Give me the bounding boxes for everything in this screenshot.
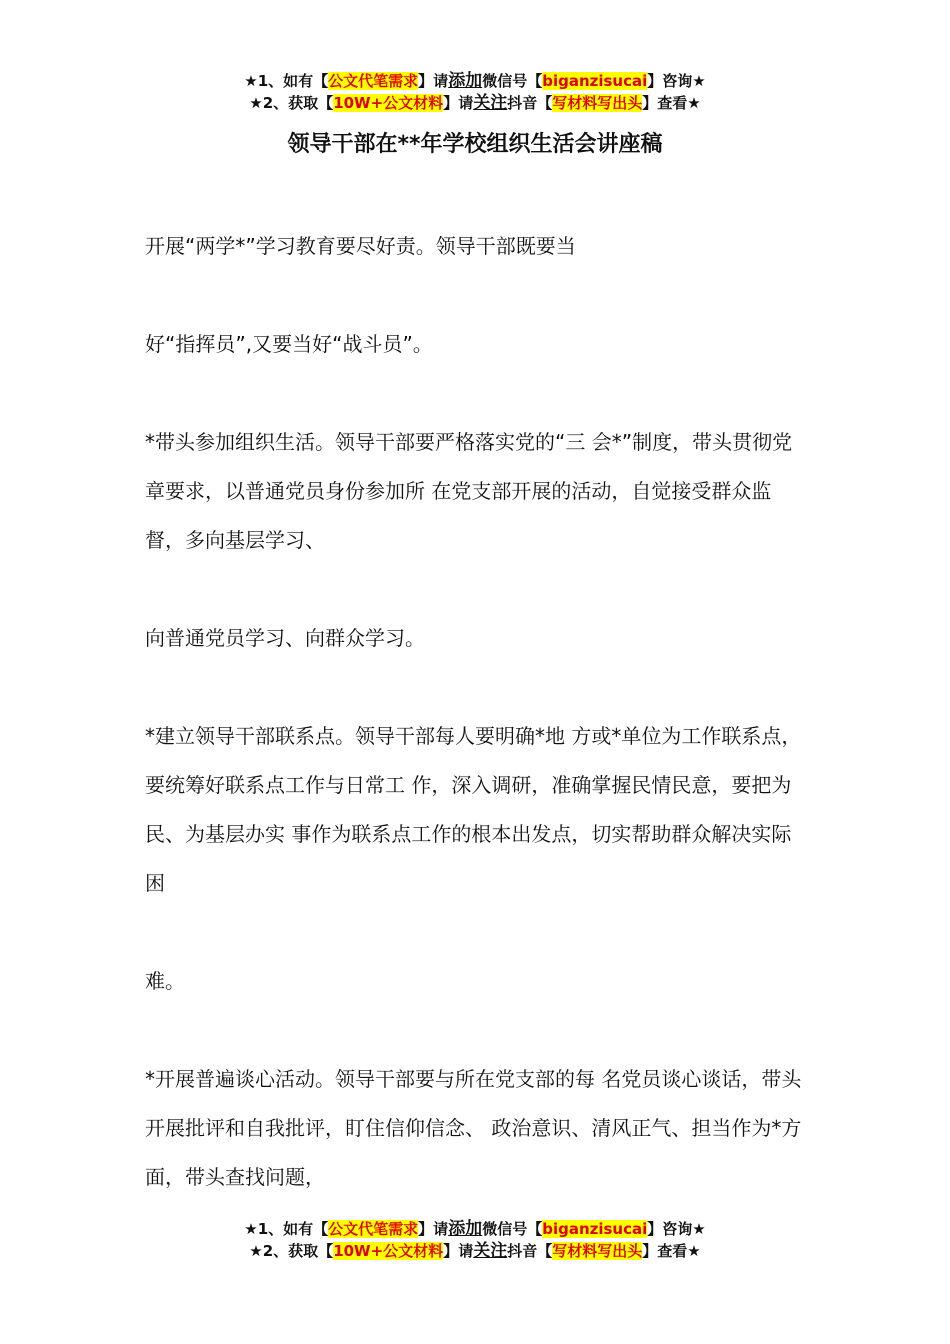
- banner-line-2: [0, 1240, 950, 1262]
- banner-highlight-douyin-id: 写材料写出头: [552, 1242, 643, 1260]
- banner-highlight-materials: 10W+公文材料: [333, 94, 444, 112]
- banner-text: 】请: [443, 94, 474, 112]
- banner-line-1: [0, 1218, 950, 1240]
- banner-highlight-douyin-id: 写材料写出头: [552, 94, 643, 112]
- paragraph: *开展普遍谈心活动。领导干部要与所在党支部的每 名党员谈心谈话，带头开展批评和自我批评，盯住信仰信念、 政治意识、清风正气、担当作为*方面，带头查找问题，: [145, 1067, 802, 1189]
- paragraph: *带头参加组织生活。领导干部要严格落实党的“三 会*”制度，带头贯彻党章要求，以普通党员身份参加所 在党支部开展的活动，自觉接受群众监督，多向基层学习、: [145, 430, 793, 552]
- banner-text: 抖音【: [507, 1242, 553, 1260]
- banner-highlight-service: 公文代笔需求: [328, 72, 419, 90]
- banner-highlight-materials: 10W+公文材料: [333, 1242, 444, 1260]
- banner-underline-add: 添加: [448, 71, 483, 91]
- banner-text: ★1、如有【: [244, 1220, 329, 1238]
- paragraph: 开展“两学*”学习教育要尽好责。领导干部既要当: [145, 234, 576, 258]
- document-title: 领导干部在**年学校组织生活会讲座稿: [287, 132, 663, 157]
- banner-text: 微信号【: [482, 1220, 543, 1238]
- banner-highlight-service: 公文代笔需求: [328, 1220, 419, 1238]
- banner-highlight-wechat-id: biganzisucai: [542, 1220, 648, 1238]
- paragraph: *建立领导干部联系点。领导干部每人要明确*地 方或*单位为工作联系点，要统筹好联系点工作与日常工 作，深入调研，准确掌握民情民意，要把为民、为基层办实 事作为联系点工作的根本出发点，切实帮助群众解决实际困: [145, 724, 802, 895]
- banner-text: 】查看★: [642, 1242, 701, 1260]
- banner-text: 】请: [418, 1220, 449, 1238]
- paragraph: 向普通党员学习、向群众学习。: [145, 626, 425, 650]
- header-banner: [0, 70, 950, 114]
- banner-text: 】咨询★: [647, 72, 706, 90]
- banner-text: 】请: [443, 1242, 474, 1260]
- banner-text: 微信号【: [482, 72, 543, 90]
- banner-underline-follow: 关注: [473, 1241, 508, 1261]
- paragraph: 难。: [145, 969, 185, 993]
- banner-text: ★1、如有【: [244, 72, 329, 90]
- document-body: [145, 222, 810, 1202]
- banner-highlight-wechat-id: biganzisucai: [542, 72, 648, 90]
- banner-underline-follow: 关注: [473, 93, 508, 113]
- banner-text: 】请: [418, 72, 449, 90]
- footer-banner: [0, 1218, 950, 1262]
- banner-text: 】咨询★: [647, 1220, 706, 1238]
- banner-text: ★2、获取【: [249, 1242, 334, 1260]
- banner-text: 抖音【: [507, 94, 553, 112]
- banner-underline-add: 添加: [448, 1219, 483, 1239]
- paragraph: 好“指挥员”,又要当好“战斗员”。: [145, 332, 433, 356]
- banner-line-2: [0, 92, 950, 114]
- banner-line-1: [0, 70, 950, 92]
- banner-text: ★2、获取【: [249, 94, 334, 112]
- banner-text: 】查看★: [642, 94, 701, 112]
